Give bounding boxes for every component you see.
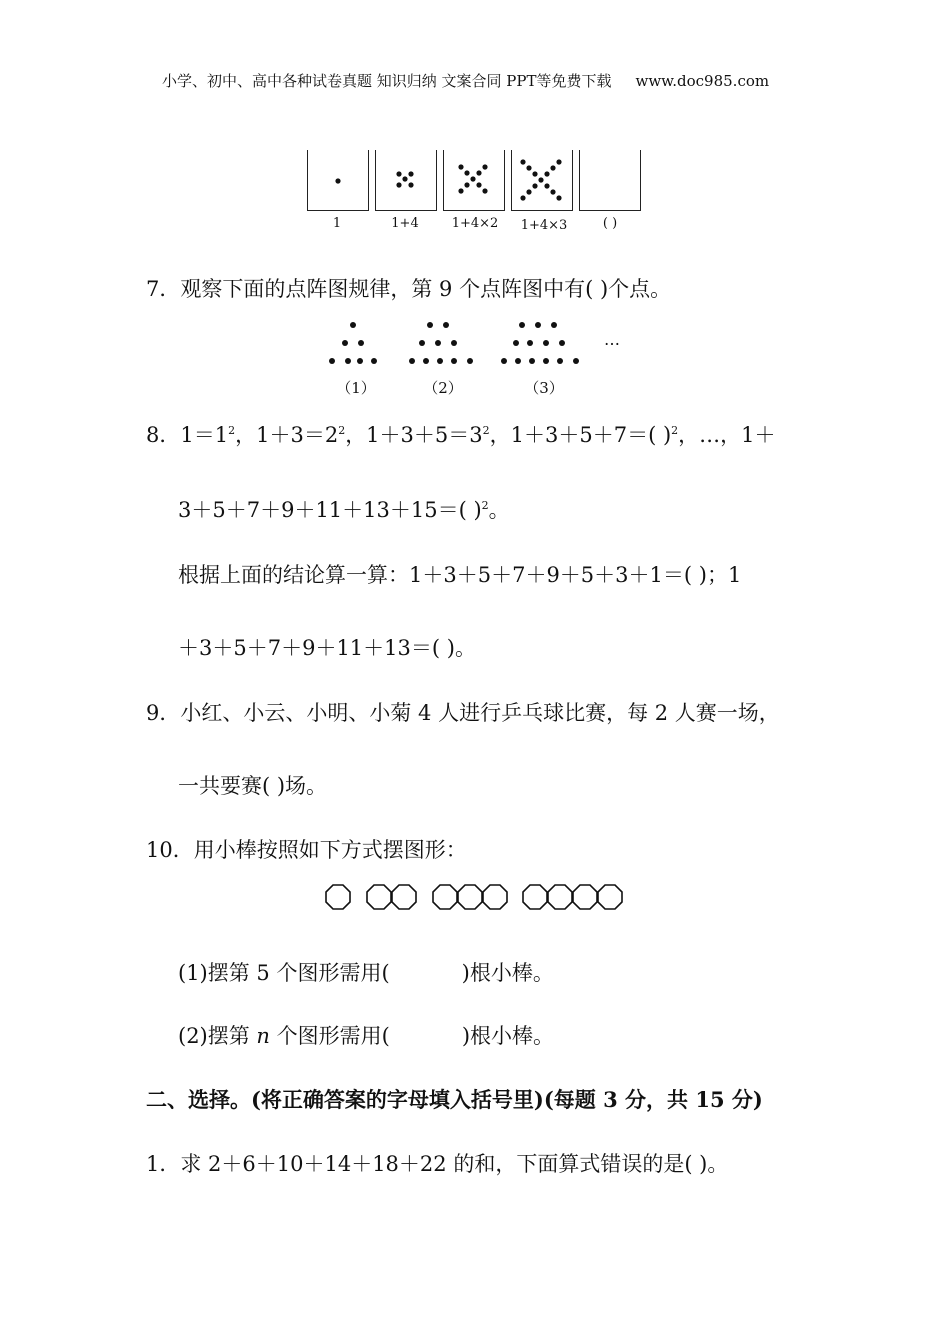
pattern-caption-3: 1+4×2 [451, 216, 499, 231]
question-7: 7．观察下面的点阵图规律，第 9 个点阵图中有( )个点。 [146, 277, 672, 301]
pattern-caption-2: 1+4 [391, 216, 419, 231]
question-9-line-1: 9．小红、小云、小明、小菊 4 人进行乒乓球比赛，每 2 人赛一场， [146, 701, 780, 725]
q8-exponent: 2 [482, 424, 490, 437]
q8-part: 8．1＝1 [146, 423, 229, 447]
q8-part: ，1＋3＋5＋7＝( ) [489, 423, 672, 447]
q10-sub2-part: (2)摆第 [178, 1024, 257, 1048]
q8-exponent: 2 [338, 424, 346, 437]
page-header [162, 70, 769, 91]
question-8-line-2 [178, 494, 510, 524]
question-10: 10．用小棒按照如下方式摆图形： [146, 838, 467, 862]
question-8-line-4: ＋3＋5＋7＋9＋11＋13＝( )。 [178, 636, 476, 660]
q10-sub1-part: )根小棒。 [461, 961, 554, 985]
octagon-figures [320, 878, 630, 918]
triangle-dot-patterns [320, 316, 620, 372]
q8-part: ，…，1＋ [678, 423, 776, 447]
section-2-title: 二、选择。(将正确答案的字母填入括号里)(每题 3 分，共 15 分) [146, 1087, 763, 1112]
pattern-dots [300, 150, 660, 210]
pattern-label-1: （1） [336, 379, 376, 397]
pattern-caption-1: 1 [332, 216, 342, 231]
q8-part: 。 [488, 498, 510, 522]
question-10-sub-2 [178, 1020, 554, 1050]
q8-exponent: 2 [671, 424, 679, 437]
pattern-label-2: （2） [423, 379, 463, 397]
pattern-ellipsis: … [604, 330, 620, 349]
variable-n: n [256, 1024, 270, 1048]
q10-sub2-part: 个图形需用( [269, 1024, 390, 1048]
q8-part: ，1＋3＋5＝3 [345, 423, 483, 447]
header-site: www.doc985.com [635, 72, 770, 90]
question-10-sub-1 [178, 957, 554, 987]
header-text: 小学、初中、高中各种试卷真题 知识归纳 文案合同 PPT等免费下载 [162, 72, 612, 90]
pattern-label-3: （3） [524, 379, 564, 397]
question-8-line-3: 根据上面的结论算一算：1＋3＋5＋7＋9＋5＋3＋1＝( )；1 [178, 563, 742, 587]
question-8-line-1 [146, 419, 776, 449]
question-9-line-2: 一共要赛( )场。 [178, 774, 328, 798]
q8-part: ，1＋3＝2 [235, 423, 339, 447]
choice-question-1: 1．求 2＋6＋10＋14＋18＋22 的和，下面算式错误的是( )。 [146, 1152, 729, 1176]
q10-sub1-part: (1)摆第 5 个图形需用( [178, 961, 390, 985]
q8-exponent: 2 [481, 499, 489, 512]
q8-exponent: 2 [228, 424, 236, 437]
q8-part: 3＋5＋7＋9＋11＋13＋15＝( ) [178, 498, 482, 522]
pattern-caption-5: ( ) [602, 216, 618, 231]
q10-sub2-part: )根小棒。 [461, 1024, 555, 1048]
pattern-caption-4: 1+4×3 [520, 218, 568, 233]
